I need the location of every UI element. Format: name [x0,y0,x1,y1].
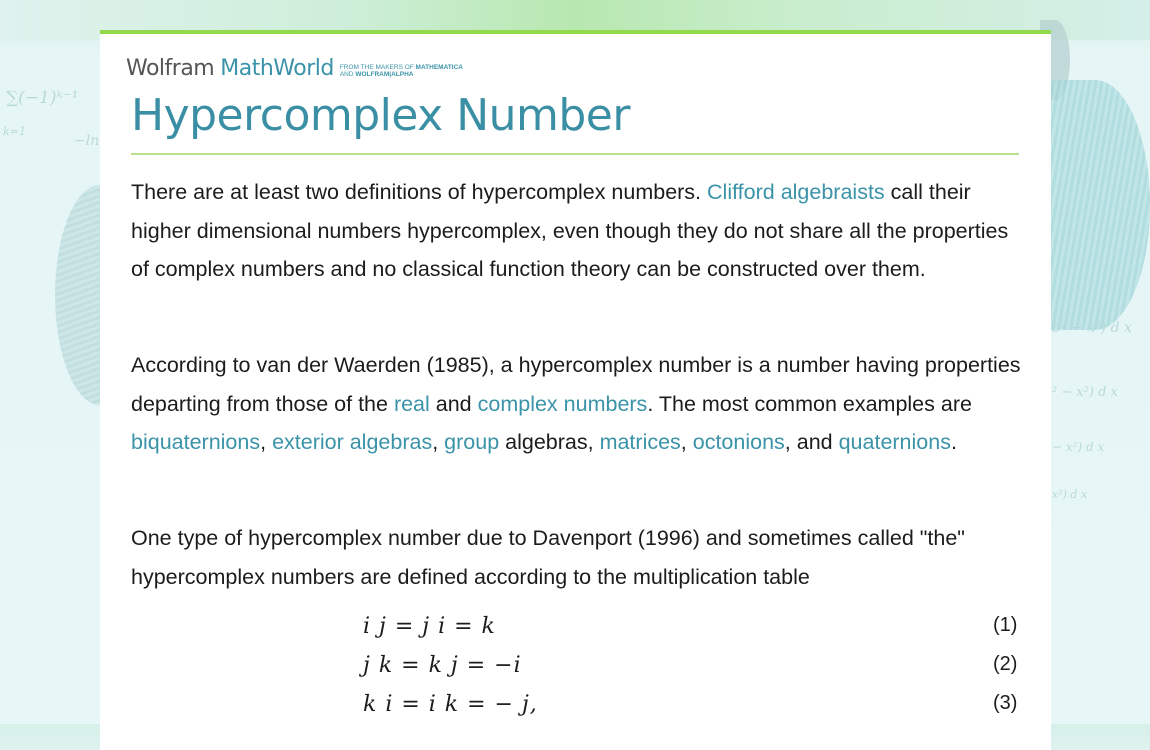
background-formula-right-3: − x²) d x [1052,440,1105,454]
text: call their higher dimensional numbers hypercomplex, even though they do not share all the properties of complex numbers and no classical function theory can be constructed over them. [131,180,1009,282]
mathworld-logo[interactable] [126,56,463,81]
link-octonions[interactable]: octonions [692,430,785,455]
text: One type of hypercomplex number due to Davenport (1996) and sometimes called "the" hypercomplex numbers are defined according to the multiplication table [131,526,965,589]
background-formula-right-1: b² − x²) d x [1052,320,1132,336]
logo-wolfram-text: Wolfram [126,56,215,81]
text: , [432,430,445,455]
title-divider [131,153,1019,155]
tagline-prefix-2: AND [339,71,356,78]
equation-row [100,614,1051,652]
background-formula-left: ∑(−1)ᵏ⁻¹ [6,88,79,108]
paragraph-van-der-waerden [131,346,1026,462]
equation: j k = k j = −i [363,653,522,678]
decorative-surface-right [1040,80,1150,330]
equation: i j = j i = k [363,614,496,639]
text: , and [784,430,839,455]
page-title: Hypercomplex Number [131,90,630,141]
text: . The most common examples are [647,391,972,416]
equation-number: (2) [993,653,1018,675]
link-complex-numbers[interactable]: complex numbers [477,391,648,416]
text: According to van der Waerden (1985), a hypercomplex number is a number having properties departing from those of the [131,353,1021,416]
text: . [950,430,957,455]
background-formula-left-2: −ln [74,133,100,149]
text: There are at least two definitions of hypercomplex numbers. [131,180,708,204]
background-formula-left-sub: k=1 [3,125,26,138]
paragraph-davenport [131,519,1026,596]
logo-mathworld-text: MathWorld [220,56,334,81]
content-card [100,30,1051,750]
link-group[interactable]: group [444,430,500,455]
tagline-prefix-1: FROM THE MAKERS OF [339,64,416,71]
tagline-wolframalpha: WOLFRAM|ALPHA [355,71,414,78]
equation-row [100,692,1051,730]
background-formula-right-4: x²) d x [1052,488,1088,501]
tagline-mathematica: MATHEMATICA [415,64,463,71]
paragraph-definitions [131,173,1026,289]
background-formula-right-2: ² − x²) d x [1052,385,1118,400]
equation-row [100,653,1051,691]
link-clifford-algebraists[interactable]: Clifford algebraists [707,180,885,204]
text: and [429,391,478,416]
text: algebras, [499,430,600,455]
link-exterior-algebras[interactable]: exterior algebras [272,430,433,455]
link-quaternions[interactable]: quaternions [838,430,951,455]
logo-tagline [340,64,463,81]
equation-number: (1) [993,614,1018,636]
link-biquaternions[interactable]: biquaternions [131,430,261,455]
link-matrices[interactable]: matrices [599,430,681,455]
text: , [680,430,693,455]
link-real[interactable]: real [393,391,430,416]
equation: k i = i k = − j, [363,692,538,717]
equation-number: (3) [993,692,1018,714]
text: , [260,430,273,455]
